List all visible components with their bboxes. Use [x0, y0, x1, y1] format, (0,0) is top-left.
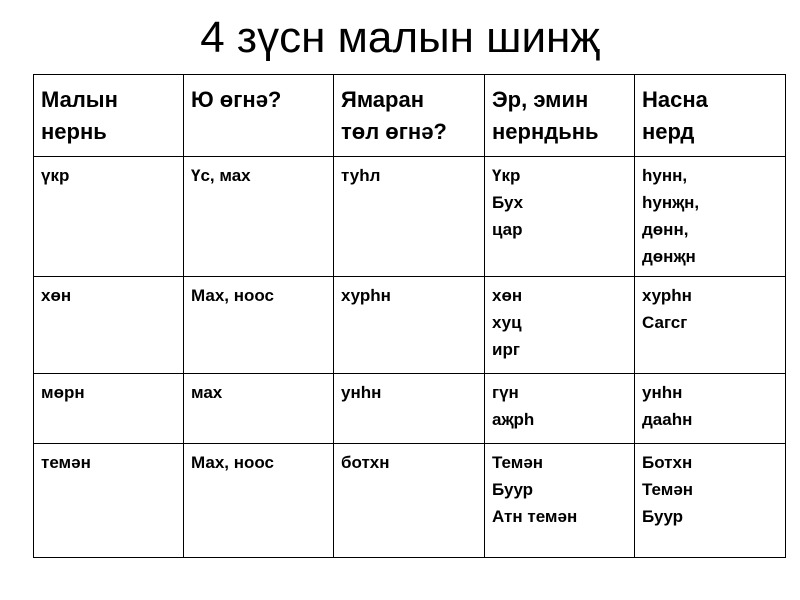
- table-cell: унһн дааһн: [635, 374, 786, 444]
- table-cell: хурһн Сагсг: [635, 277, 786, 374]
- table-cell: ботхн: [334, 444, 485, 558]
- table-cell: Темән Буур Атн темән: [485, 444, 635, 558]
- table-cell: мөрн: [34, 374, 184, 444]
- table-row: [34, 157, 786, 277]
- table-cell: Мах, ноос: [184, 444, 334, 558]
- table-cell: һунн, һунҗн, дөнн, дөнҗн: [635, 157, 786, 277]
- header-young-name: Ямаран төл өгнә?: [334, 75, 485, 157]
- header-male-female-names: Эр, эмин нерндьнь: [485, 75, 635, 157]
- table-cell: туһл: [334, 157, 485, 277]
- table-cell: хөн хуц ирг: [485, 277, 635, 374]
- header-what-it-gives: Ю өгнә?: [184, 75, 334, 157]
- table-cell: мах: [184, 374, 334, 444]
- table-cell: үкр: [34, 157, 184, 277]
- header-animal-name: Малын нернь: [34, 75, 184, 157]
- table-cell: гүн аҗрһ: [485, 374, 635, 444]
- table-cell: хөн: [34, 277, 184, 374]
- table-cell: Ботхн Темән Буур: [635, 444, 786, 558]
- table-header-row: [34, 75, 786, 157]
- header-age-names: Насна нерд: [635, 75, 786, 157]
- table-cell: хурһн: [334, 277, 485, 374]
- table-cell: унһн: [334, 374, 485, 444]
- livestock-table: [33, 74, 786, 558]
- table-row: [34, 374, 786, 444]
- slide-title: 4 зүсн малын шинҗ: [200, 13, 600, 62]
- table-cell: Үкр Бух цар: [485, 157, 635, 277]
- table-cell: Үс, мах: [184, 157, 334, 277]
- table-cell: Мах, ноос: [184, 277, 334, 374]
- table-cell: темән: [34, 444, 184, 558]
- table-row: [34, 444, 786, 558]
- table-row: [34, 277, 786, 374]
